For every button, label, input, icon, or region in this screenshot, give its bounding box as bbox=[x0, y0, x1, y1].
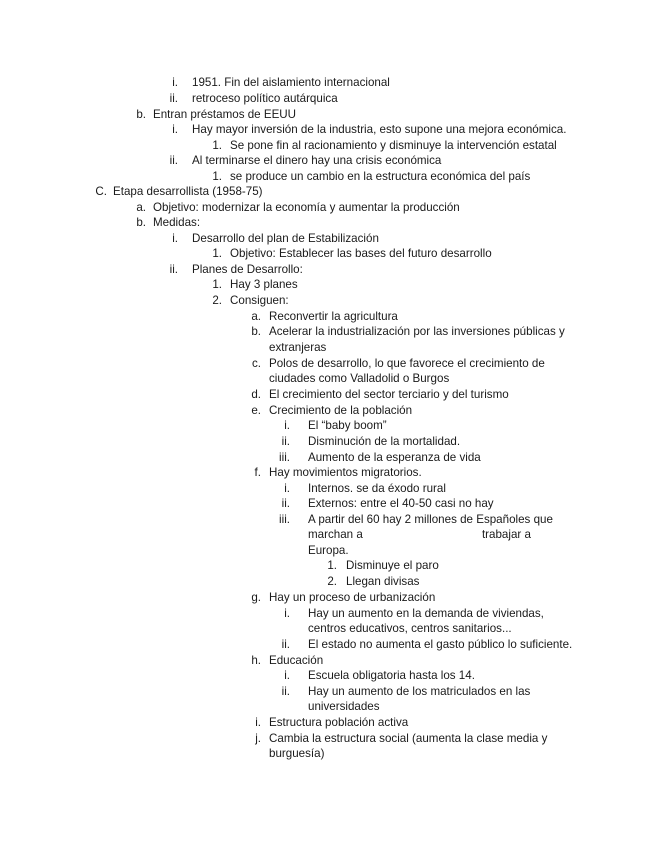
outline-line bbox=[0, 731, 655, 747]
outline-line bbox=[0, 668, 655, 684]
outline-line bbox=[0, 653, 655, 669]
list-marker: ii. bbox=[169, 154, 178, 167]
list-item-text: Medidas: bbox=[153, 216, 201, 229]
list-marker: b. bbox=[251, 325, 261, 338]
list-marker: j. bbox=[255, 732, 261, 745]
list-marker: i. bbox=[255, 716, 261, 729]
list-marker: b. bbox=[136, 216, 146, 229]
outline-line bbox=[0, 293, 655, 309]
list-marker: f. bbox=[254, 466, 261, 479]
list-item-text: ciudades como Valladolid o Burgos bbox=[269, 372, 450, 385]
list-item-text: Cambia la estructura social (aumenta la clase media y bbox=[269, 732, 548, 745]
list-item-text: Aumento de la esperanza de vida bbox=[308, 451, 481, 464]
list-marker: i. bbox=[172, 123, 178, 136]
outline-line bbox=[0, 512, 655, 528]
list-marker: ii. bbox=[169, 263, 178, 276]
list-item-text: A partir del 60 hay 2 millones de Españoles que bbox=[308, 513, 553, 526]
list-item-text: Acelerar la industrialización por las inversiones públicas y bbox=[269, 325, 565, 338]
list-item-text: Objetivo: modernizar la economía y aumentar la producción bbox=[153, 201, 460, 214]
outline-line bbox=[0, 75, 655, 91]
list-marker: ii. bbox=[281, 497, 290, 510]
list-marker: b. bbox=[136, 108, 146, 121]
outline-line bbox=[0, 637, 655, 653]
list-item-text: Desarrollo del plan de Estabilización bbox=[192, 232, 379, 245]
outline-line bbox=[0, 309, 655, 325]
list-marker: i. bbox=[284, 482, 290, 495]
list-item-text: Etapa desarrollista (1958-75) bbox=[113, 185, 263, 198]
list-item-text: Hay un aumento de los matriculados en las bbox=[308, 685, 531, 698]
list-marker: 2. bbox=[212, 294, 222, 307]
list-item-text: universidades bbox=[308, 700, 380, 713]
outline-line bbox=[0, 543, 655, 559]
list-marker: i. bbox=[284, 419, 290, 432]
outline-line bbox=[0, 403, 655, 419]
list-marker: 1. bbox=[212, 247, 222, 260]
list-item-text: Entran préstamos de EEUU bbox=[153, 108, 297, 121]
outline-line bbox=[0, 387, 655, 403]
outline-line bbox=[0, 340, 655, 356]
list-item-text: Hay mayor inversión de la industria, esto supone una mejora económica. bbox=[192, 123, 567, 136]
list-marker: c. bbox=[251, 357, 261, 370]
outline-line bbox=[0, 153, 655, 169]
list-marker: h. bbox=[251, 654, 261, 667]
outline-line bbox=[0, 558, 655, 574]
outline-line bbox=[0, 684, 655, 700]
outline-line bbox=[0, 215, 655, 231]
list-item-text: Educación bbox=[269, 654, 324, 667]
list-marker: g. bbox=[251, 591, 261, 604]
outline-line bbox=[0, 91, 655, 107]
list-item-text: retroceso político autárquica bbox=[192, 92, 338, 105]
list-item-text: Al terminarse el dinero hay una crisis económica bbox=[192, 154, 442, 167]
outline-line bbox=[0, 324, 655, 340]
list-item-text: extranjeras bbox=[269, 341, 327, 354]
outline-line bbox=[0, 200, 655, 216]
list-item-text: Reconvertir la agricultura bbox=[269, 310, 398, 323]
outline-line bbox=[0, 434, 655, 450]
list-item-text: centros educativos, centros sanitarios... bbox=[308, 622, 512, 635]
outline-line bbox=[0, 184, 655, 200]
list-marker: 1. bbox=[212, 278, 222, 291]
outline-line bbox=[0, 450, 655, 466]
list-item-text: El estado no aumenta el gasto público lo suficiente. bbox=[308, 638, 573, 651]
list-item-text: Disminuye el paro bbox=[346, 559, 439, 572]
outline-line bbox=[0, 699, 655, 715]
list-item-text: Disminución de la mortalidad. bbox=[308, 435, 461, 448]
outline-line bbox=[0, 465, 655, 481]
list-item-text: Hay un proceso de urbanización bbox=[269, 591, 436, 604]
list-item-text: 1951. Fin del aislamiento internacional bbox=[192, 76, 390, 89]
list-item-text: burguesía) bbox=[269, 747, 325, 760]
list-marker: ii. bbox=[169, 92, 178, 105]
list-item-text: Hay un aumento en la demanda de viviendas, bbox=[308, 607, 544, 620]
list-marker: i. bbox=[172, 76, 178, 89]
list-marker: iii. bbox=[279, 513, 290, 526]
list-item-text: El crecimiento del sector terciario y del turismo bbox=[269, 388, 509, 401]
outline-line bbox=[0, 277, 655, 293]
outline-line bbox=[0, 418, 655, 434]
list-marker: 1. bbox=[212, 170, 222, 183]
outline-line bbox=[0, 107, 655, 123]
list-item-text: Consiguen: bbox=[230, 294, 289, 307]
outline-line bbox=[0, 169, 655, 185]
list-item-text: Crecimiento de la población bbox=[269, 404, 413, 417]
list-marker: ii. bbox=[281, 638, 290, 651]
outline-line bbox=[0, 138, 655, 154]
outline-line bbox=[0, 371, 655, 387]
list-item-text: Hay movimientos migratorios. bbox=[269, 466, 422, 479]
outline-line bbox=[0, 621, 655, 637]
list-marker: iii. bbox=[279, 451, 290, 464]
list-item-text: Llegan divisas bbox=[346, 575, 420, 588]
list-item-text: Europa. bbox=[308, 544, 349, 557]
list-item-text: Objetivo: Establecer las bases del futuro desarrollo bbox=[230, 247, 492, 260]
list-marker: d. bbox=[251, 388, 261, 401]
outline-line bbox=[0, 496, 655, 512]
list-item-text: Se pone fin al racionamiento y disminuye la intervención estatal bbox=[230, 139, 557, 152]
list-marker: a. bbox=[251, 310, 261, 323]
outline-line bbox=[0, 122, 655, 138]
outline-line bbox=[0, 231, 655, 247]
list-item-text: Polos de desarrollo, lo que favorece el crecimiento de bbox=[269, 357, 545, 370]
list-marker: i. bbox=[284, 607, 290, 620]
outline-line bbox=[0, 606, 655, 622]
list-item-text: se produce un cambio en la estructura económica del país bbox=[230, 170, 531, 183]
list-marker: 2. bbox=[327, 575, 337, 588]
list-marker: e. bbox=[251, 404, 261, 417]
outline-line bbox=[0, 481, 655, 497]
list-marker: ii. bbox=[281, 435, 290, 448]
outline-line bbox=[0, 574, 655, 590]
outline-line bbox=[0, 527, 655, 543]
outline-line bbox=[0, 356, 655, 372]
list-marker: C. bbox=[95, 185, 107, 198]
list-item-text: Planes de Desarrollo: bbox=[192, 263, 303, 276]
list-item-text: El “baby boom” bbox=[308, 419, 387, 432]
list-marker: ii. bbox=[281, 685, 290, 698]
list-item-text: Hay 3 planes bbox=[230, 278, 298, 291]
list-marker: i. bbox=[172, 232, 178, 245]
list-marker: 1. bbox=[212, 139, 222, 152]
list-item-text: marchan a trabajar a bbox=[308, 528, 531, 541]
outline-line bbox=[0, 746, 655, 762]
list-marker: i. bbox=[284, 669, 290, 682]
list-item-text: Internos. se da éxodo rural bbox=[308, 482, 446, 495]
outline-line bbox=[0, 715, 655, 731]
list-item-text: Escuela obligatoria hasta los 14. bbox=[308, 669, 475, 682]
list-marker: 1. bbox=[327, 559, 337, 572]
list-item-text: Externos: entre el 40-50 casi no hay bbox=[308, 497, 494, 510]
outline-line bbox=[0, 262, 655, 278]
outline-line bbox=[0, 246, 655, 262]
list-item-text: Estructura población activa bbox=[269, 716, 409, 729]
outline-line bbox=[0, 590, 655, 606]
list-marker: a. bbox=[136, 201, 146, 214]
